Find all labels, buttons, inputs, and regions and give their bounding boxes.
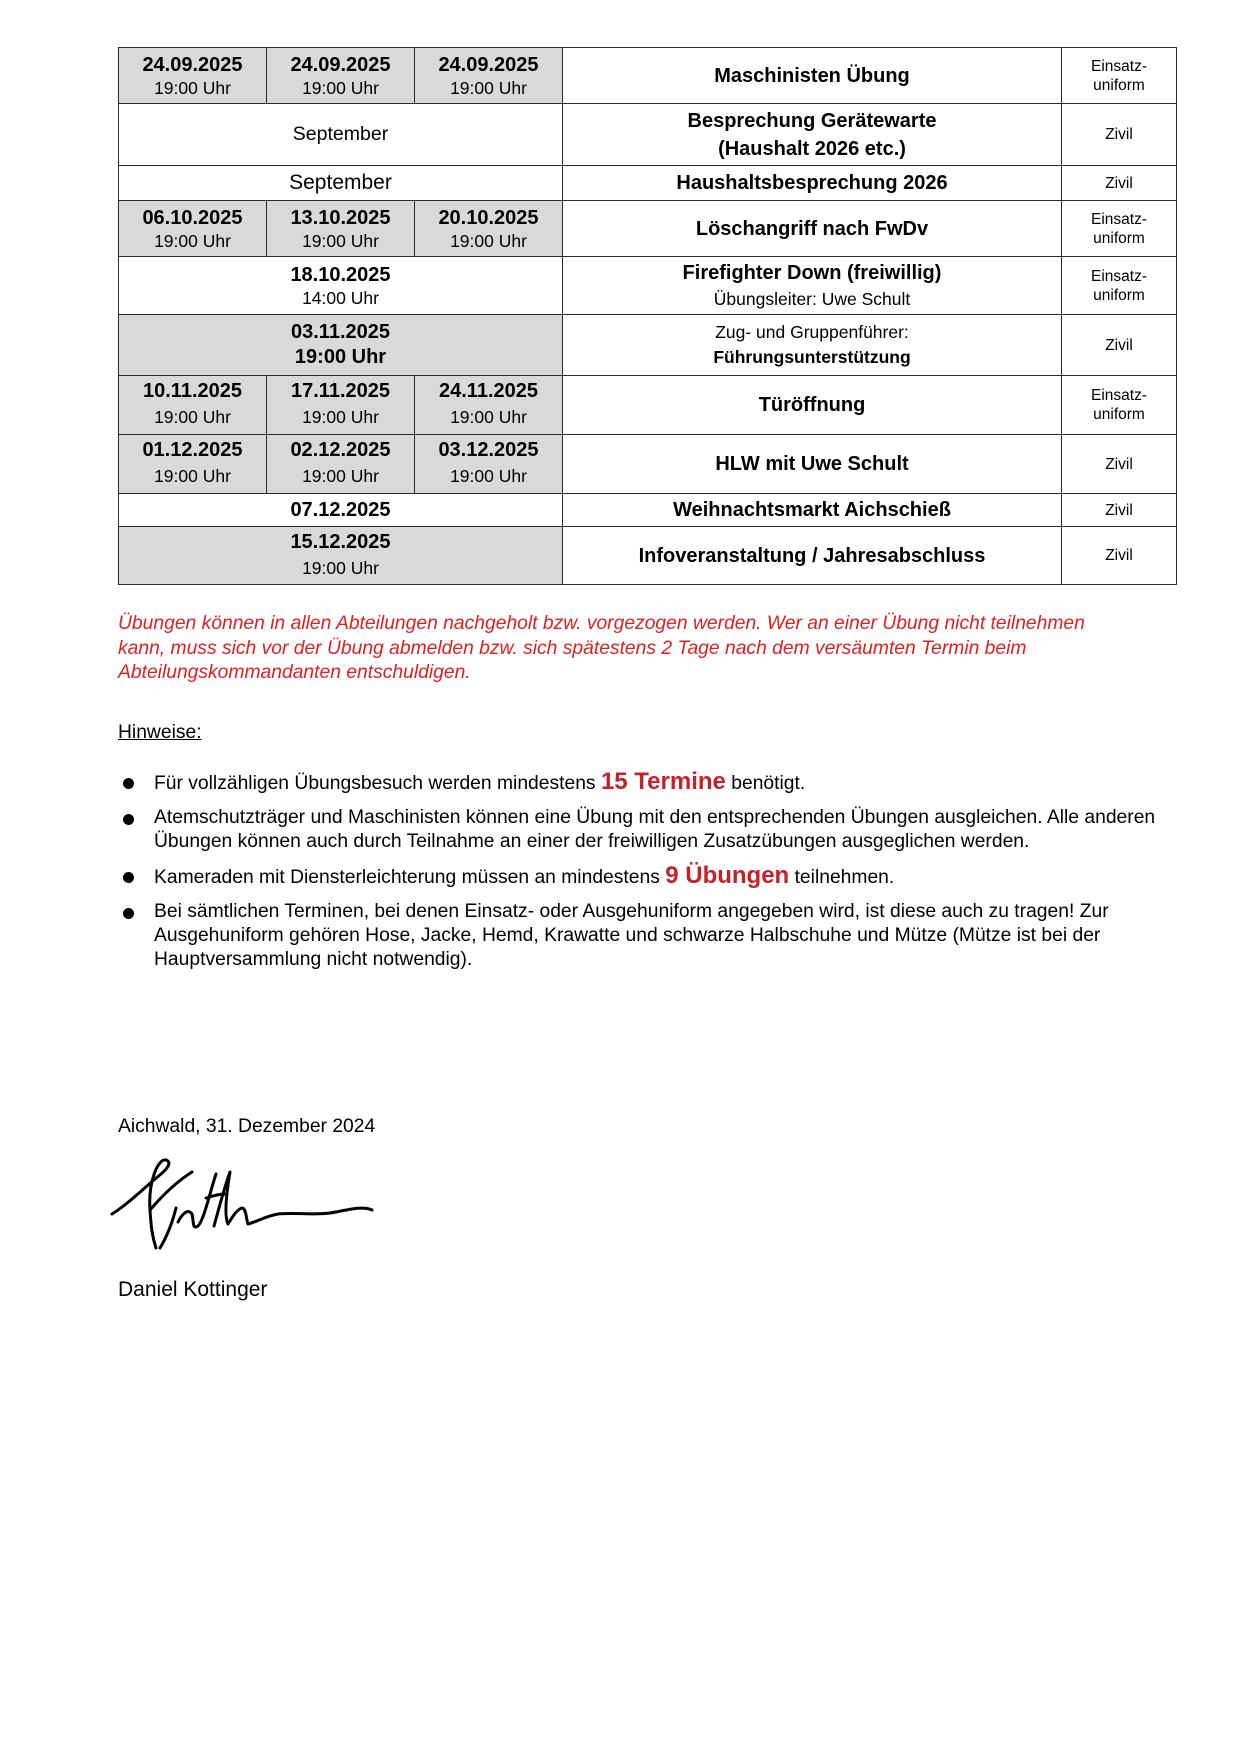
hinweise-list: [118, 770, 1178, 982]
schedule-table: [118, 47, 1177, 585]
date-cell: 02.12.2025 19:00 Uhr: [267, 435, 415, 494]
date-cell: 24.09.2025 19:00 Uhr: [415, 48, 563, 104]
date-cell: 24.09.2025 19:00 Uhr: [267, 48, 415, 104]
signature-icon: [106, 1152, 386, 1262]
schedule-row: [119, 104, 1177, 166]
date-cell: 03.11.2025 19:00 Uhr: [119, 315, 563, 376]
highlight-count: 9 Übungen: [665, 862, 790, 889]
event-title: Besprechung Gerätewarte (Haushalt 2026 etc.): [563, 104, 1062, 166]
event-title: Weihnachtsmarkt Aichschieß: [563, 494, 1062, 527]
signer-name: Daniel Kottinger: [118, 1278, 268, 1301]
schedule-row: [119, 376, 1177, 435]
list-item: Bei sämtlichen Terminen, bei denen Einsatz- oder Ausgehuniform angegeben wird, ist diese auch zu tragen! Zur Ausgehuniform gehören Hose, Jacke, Hemd, Krawatte und schwarze Halbschuhe und Mütze (Mütze ist bei der Hauptversammlung nicht notwendig).: [118, 900, 1178, 972]
dress-code: Einsatz- uniform: [1062, 376, 1177, 435]
event-title: Türöffnung: [563, 376, 1062, 435]
list-item: Kameraden mit Diensterleichterung müssen an mindestens 9 Übungen teilnehmen.: [118, 864, 1178, 890]
bullet-icon: [123, 908, 134, 919]
schedule-row: [119, 166, 1177, 201]
month-cell: September: [119, 166, 563, 201]
dress-code: Zivil: [1062, 435, 1177, 494]
date-cell: 20.10.2025 19:00 Uhr: [415, 201, 563, 257]
date-cell: 17.11.2025 19:00 Uhr: [267, 376, 415, 435]
schedule-row: [119, 48, 1177, 104]
place-date: Aichwald, 31. Dezember 2024: [118, 1116, 376, 1137]
date-cell: 01.12.2025 19:00 Uhr: [119, 435, 267, 494]
event-title: Infoveranstaltung / Jahresabschluss: [563, 527, 1062, 585]
hinweise-heading: Hinweise:: [118, 722, 202, 743]
bullet-icon: [123, 814, 134, 825]
highlight-count: 15 Termine: [600, 768, 726, 795]
schedule-row: [119, 527, 1177, 585]
date-cell: 06.10.2025 19:00 Uhr: [119, 201, 267, 257]
event-title: Haushaltsbesprechung 2026: [563, 166, 1062, 201]
date-cell: 18.10.2025 14:00 Uhr: [119, 257, 563, 315]
event-title: HLW mit Uwe Schult: [563, 435, 1062, 494]
event-title: Maschinisten Übung: [563, 48, 1062, 104]
date-cell: 07.12.2025: [119, 494, 563, 527]
dress-code: Zivil: [1062, 315, 1177, 376]
event-subtitle: Übungsleiter: Uwe Schult: [713, 289, 911, 309]
date-cell: 15.12.2025 19:00 Uhr: [119, 527, 563, 585]
schedule-row: [119, 257, 1177, 315]
schedule-row: [119, 494, 1177, 527]
dress-code: Einsatz- uniform: [1062, 257, 1177, 315]
attendance-notice: Übungen können in allen Abteilungen nachgeholt bzw. vorgezogen werden. Wer an einer Übung nicht teilnehmen kann, muss sich vor der Übung abmelden bzw. sich spätestens 2 Tage nach dem versäumten Termin beim Abteilungskommandanten entschuldigen.: [118, 613, 1085, 683]
bullet-icon: [123, 778, 134, 789]
event-title: Löschangriff nach FwDv: [563, 201, 1062, 257]
list-item: Für vollzähligen Übungsbesuch werden mindestens 15 Termine benötigt.: [118, 770, 1178, 796]
month-cell: September: [119, 104, 563, 166]
date-cell: 24.11.2025 19:00 Uhr: [415, 376, 563, 435]
event-title: Zug- und Gruppenführer: Führungsunterstützung: [563, 315, 1062, 376]
date-cell: 10.11.2025 19:00 Uhr: [119, 376, 267, 435]
dress-code: Zivil: [1062, 494, 1177, 527]
dress-code: Einsatz- uniform: [1062, 201, 1177, 257]
dress-code: Zivil: [1062, 166, 1177, 201]
date-cell: 13.10.2025 19:00 Uhr: [267, 201, 415, 257]
dress-code: Zivil: [1062, 104, 1177, 166]
date-cell: 03.12.2025 19:00 Uhr: [415, 435, 563, 494]
event-title: Firefighter Down (freiwillig) Übungsleiter: Uwe Schult: [563, 257, 1062, 315]
date-cell: 24.09.2025 19:00 Uhr: [119, 48, 267, 104]
bullet-icon: [123, 872, 134, 883]
schedule-row: [119, 435, 1177, 494]
list-item: Atemschutzträger und Maschinisten können eine Übung mit den entsprechenden Übungen ausgleichen. Alle anderen Übungen können auch durch Teilnahme an einer der freiwilligen Zusatzübungen ausgeglichen werden.: [118, 806, 1178, 854]
dress-code: Einsatz- uniform: [1062, 48, 1177, 104]
schedule-row: [119, 315, 1177, 376]
schedule-row: [119, 201, 1177, 257]
dress-code: Zivil: [1062, 527, 1177, 585]
